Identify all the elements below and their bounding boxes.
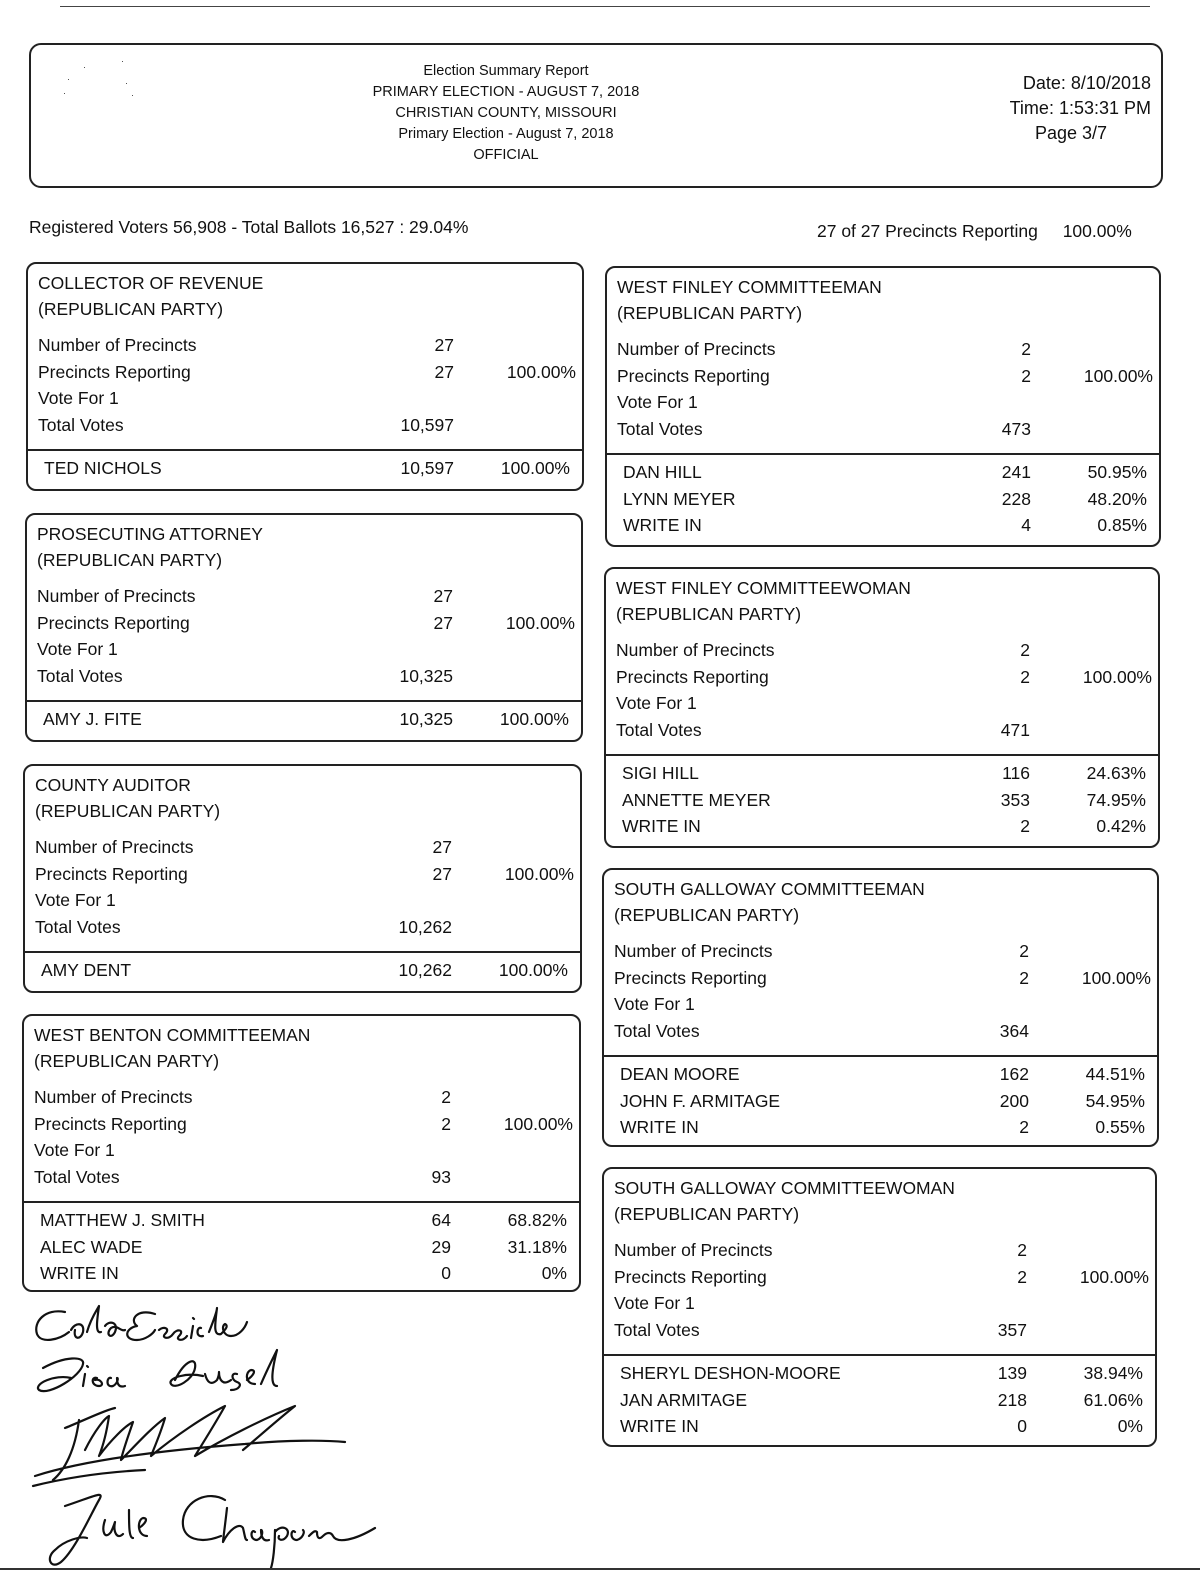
- scan-specks: · · · · · ·: [63, 56, 134, 100]
- meta-row-precincts-reporting: [614, 1264, 1155, 1291]
- meta-value: 10,325: [399, 665, 453, 686]
- contest-title-block: [614, 1175, 955, 1227]
- candidate-name: DAN HILL: [623, 462, 702, 482]
- candidate-row: [40, 1207, 579, 1234]
- meta-value: 473: [1001, 418, 1031, 439]
- candidate-list: [620, 1360, 1155, 1440]
- candidate-votes: 218: [997, 1389, 1027, 1410]
- meta-label: Total Votes: [616, 719, 702, 740]
- meta-label: Total Votes: [38, 414, 124, 435]
- contest-meta: [614, 938, 1157, 1044]
- report-meta: [1010, 71, 1151, 146]
- contest-title-block: [616, 575, 911, 627]
- meta-label: Vote For 1: [37, 639, 118, 659]
- meta-label: Number of Precincts: [38, 335, 197, 355]
- meta-label: Total Votes: [614, 1020, 700, 1041]
- meta-row-precincts-reporting: [614, 965, 1157, 992]
- candidate-percent: 100.00%: [499, 709, 569, 729]
- candidate-row: [622, 760, 1158, 787]
- report-title-block: [331, 61, 681, 166]
- contest-party: (REPUBLICAN PARTY): [616, 604, 802, 624]
- contest-meta: [35, 834, 580, 940]
- meta-row-total-votes: [617, 416, 1159, 443]
- meta-label: Vote For 1: [616, 693, 697, 713]
- results-divider: [28, 449, 582, 451]
- meta-percent: 100.00%: [504, 863, 574, 884]
- contest-meta: [617, 336, 1159, 442]
- candidate-name: SHERYL DESHON-MOORE: [620, 1363, 841, 1383]
- candidate-name: LYNN MEYER: [623, 488, 736, 509]
- candidate-row: [43, 706, 581, 733]
- candidate-percent: 0%: [1117, 1416, 1143, 1436]
- candidate-votes: 10,325: [399, 709, 453, 729]
- candidate-votes: 353: [1000, 789, 1030, 810]
- meta-value: 10,262: [398, 916, 452, 937]
- election-name: PRIMARY ELECTION - AUGUST 7, 2018: [372, 84, 640, 100]
- meta-value: 2: [1020, 666, 1030, 687]
- candidate-name: SIGI HILL: [622, 763, 699, 783]
- contest-south-galloway-committeeman: [602, 868, 1159, 1147]
- meta-label: Precincts Reporting: [617, 365, 770, 386]
- candidate-name: JAN ARMITAGE: [620, 1389, 748, 1410]
- meta-row-vote-for: [614, 1290, 1155, 1317]
- meta-label: Number of Precincts: [34, 1087, 193, 1107]
- candidate-votes: 228: [1001, 488, 1031, 509]
- bottom-rule: [0, 1568, 1200, 1570]
- candidate-row: [620, 1413, 1155, 1440]
- candidate-percent: 24.63%: [1086, 763, 1146, 783]
- meta-value: 357: [997, 1319, 1027, 1340]
- meta-label: Number of Precincts: [616, 640, 775, 660]
- candidate-percent: 50.95%: [1087, 462, 1147, 482]
- meta-label: Precincts Reporting: [37, 612, 190, 633]
- candidate-list: [622, 760, 1158, 840]
- meta-label: Number of Precincts: [614, 1240, 773, 1260]
- candidate-votes: 2: [1019, 1117, 1029, 1137]
- meta-row-precincts-reporting: [35, 861, 580, 888]
- meta-row-total-votes: [34, 1164, 579, 1191]
- meta-row-precincts-reporting: [34, 1111, 579, 1138]
- contest-meta: [616, 637, 1158, 743]
- meta-label: Vote For 1: [617, 392, 698, 412]
- meta-label: Precincts Reporting: [614, 967, 767, 988]
- candidate-row: [620, 1114, 1157, 1141]
- contest-south-galloway-committeewoman: [602, 1167, 1157, 1447]
- meta-value: 10,597: [400, 414, 454, 435]
- candidate-name: DEAN MOORE: [620, 1064, 740, 1084]
- results-divider: [606, 754, 1158, 756]
- contest-title: PROSECUTING ATTORNEY: [37, 524, 263, 544]
- results-divider: [24, 1201, 579, 1203]
- results-divider: [25, 951, 580, 953]
- candidate-name: MATTHEW J. SMITH: [40, 1210, 205, 1230]
- meta-label: Vote For 1: [614, 1293, 695, 1313]
- candidate-name: ALEC WADE: [40, 1236, 143, 1257]
- results-divider: [604, 1055, 1157, 1057]
- candidate-row: [40, 1234, 579, 1261]
- meta-percent: 100.00%: [1079, 1266, 1149, 1287]
- meta-row-vote-for: [37, 636, 581, 663]
- results-divider: [604, 1354, 1155, 1356]
- meta-row-total-votes: [614, 1018, 1157, 1045]
- candidate-row: [622, 813, 1158, 840]
- meta-label: Total Votes: [34, 1166, 120, 1187]
- candidate-name: ANNETTE MEYER: [622, 789, 771, 810]
- contest-title-block: [614, 876, 925, 928]
- meta-value: 364: [999, 1020, 1029, 1041]
- election-subtitle: Primary Election - August 7, 2018: [398, 126, 614, 142]
- meta-value: 93: [431, 1166, 451, 1187]
- meta-label: Total Votes: [617, 418, 703, 439]
- candidate-votes: 0: [441, 1263, 451, 1283]
- candidate-percent: 100.00%: [498, 960, 568, 980]
- meta-label: Vote For 1: [38, 388, 119, 408]
- precincts-reporting-text: 27 of 27 Precincts Reporting: [817, 221, 1038, 241]
- contest-meta: [38, 332, 582, 438]
- candidate-votes: 2: [1020, 816, 1030, 836]
- candidate-row: [623, 512, 1159, 539]
- candidate-row: [41, 957, 580, 984]
- candidate-percent: 0.42%: [1096, 816, 1146, 836]
- meta-row-total-votes: [37, 663, 581, 690]
- results-divider: [27, 700, 581, 702]
- meta-label: Total Votes: [37, 665, 123, 686]
- candidate-percent: 68.82%: [507, 1210, 567, 1230]
- contest-title: WEST BENTON COMMITTEEMAN: [34, 1025, 311, 1045]
- page-number: Page 3/7: [1034, 123, 1107, 143]
- top-rule: [60, 6, 1150, 7]
- meta-label: Total Votes: [614, 1319, 700, 1340]
- contest-meta: [614, 1237, 1155, 1343]
- meta-percent: 100.00%: [505, 612, 575, 633]
- contest-party: (REPUBLICAN PARTY): [617, 303, 803, 323]
- meta-percent: 100.00%: [1082, 666, 1152, 687]
- meta-value: 2: [1021, 365, 1031, 386]
- meta-row-number-of-precincts: [614, 1237, 1155, 1264]
- contest-party: (REPUBLICAN PARTY): [35, 801, 221, 821]
- meta-label: Precincts Reporting: [614, 1266, 767, 1287]
- meta-row-vote-for: [616, 690, 1158, 717]
- candidate-row: [620, 1088, 1157, 1115]
- candidate-row: [40, 1260, 579, 1287]
- candidate-percent: 44.51%: [1085, 1064, 1145, 1084]
- candidate-percent: 74.95%: [1086, 789, 1146, 810]
- candidate-percent: 0%: [541, 1263, 567, 1283]
- meta-label: Number of Precincts: [37, 586, 196, 606]
- meta-label: Vote For 1: [34, 1140, 115, 1160]
- precincts-reporting-pct: 100.00%: [1062, 221, 1132, 241]
- meta-row-number-of-precincts: [34, 1084, 579, 1111]
- candidate-row: [44, 455, 582, 482]
- meta-row-total-votes: [35, 914, 580, 941]
- contest-meta: [34, 1084, 579, 1190]
- candidate-name: WRITE IN: [623, 515, 702, 535]
- meta-row-total-votes: [614, 1317, 1155, 1344]
- candidate-votes: 64: [431, 1210, 451, 1230]
- county-name: CHRISTIAN COUNTY, MISSOURI: [395, 105, 617, 121]
- meta-value: 2: [441, 1087, 451, 1107]
- meta-value: 27: [432, 863, 452, 884]
- candidate-name: TED NICHOLS: [44, 458, 162, 478]
- meta-label: Vote For 1: [35, 890, 116, 910]
- meta-row-number-of-precincts: [35, 834, 580, 861]
- meta-value: 2: [1017, 1240, 1027, 1260]
- meta-percent: 100.00%: [506, 361, 576, 382]
- candidate-votes: 4: [1021, 515, 1031, 535]
- contest-title-block: [34, 1022, 310, 1074]
- meta-value: 2: [1021, 339, 1031, 359]
- contest-party: (REPUBLICAN PARTY): [37, 550, 223, 570]
- candidate-votes: 116: [1002, 763, 1030, 783]
- meta-value: 27: [432, 837, 452, 857]
- meta-value: 2: [1019, 941, 1029, 961]
- results-divider: [607, 453, 1159, 455]
- candidate-list: [620, 1061, 1157, 1141]
- contest-west-finley-committeeman: [605, 266, 1161, 547]
- candidate-percent: 100.00%: [500, 458, 570, 478]
- meta-value: 27: [434, 335, 454, 355]
- contest-west-benton-committeeman: [22, 1014, 581, 1292]
- meta-row-vote-for: [614, 991, 1157, 1018]
- meta-label: Precincts Reporting: [34, 1113, 187, 1134]
- candidate-row: [620, 1061, 1157, 1088]
- meta-label: Vote For 1: [614, 994, 695, 1014]
- candidate-name: WRITE IN: [620, 1117, 699, 1137]
- candidate-percent: 48.20%: [1087, 488, 1147, 509]
- meta-label: Precincts Reporting: [38, 361, 191, 382]
- official-status: OFFICIAL: [473, 147, 539, 163]
- candidate-list: [623, 459, 1159, 539]
- candidate-votes: 200: [999, 1090, 1029, 1111]
- contest-title: SOUTH GALLOWAY COMMITTEEWOMAN: [614, 1178, 955, 1198]
- candidate-percent: 0.85%: [1097, 515, 1147, 535]
- contest-collector-of-revenue: [26, 262, 584, 491]
- candidate-row: [623, 459, 1159, 486]
- candidate-votes: 139: [997, 1363, 1027, 1383]
- meta-row-vote-for: [35, 887, 580, 914]
- report-time: Time: 1:53:31 PM: [1009, 98, 1151, 118]
- candidate-votes: 162: [999, 1064, 1029, 1084]
- meta-label: Precincts Reporting: [616, 666, 769, 687]
- candidate-percent: 0.55%: [1095, 1117, 1145, 1137]
- meta-label: Number of Precincts: [617, 339, 776, 359]
- contest-west-finley-committeewoman: [604, 567, 1160, 848]
- report-header: [29, 43, 1163, 188]
- contest-party: (REPUBLICAN PARTY): [614, 1204, 800, 1224]
- meta-label: Number of Precincts: [35, 837, 194, 857]
- meta-row-precincts-reporting: [616, 664, 1158, 691]
- meta-row-number-of-precincts: [617, 336, 1159, 363]
- contest-title-block: [37, 521, 263, 573]
- meta-value: 2: [1017, 1266, 1027, 1287]
- candidate-list: [43, 706, 581, 733]
- report-date: Date: 8/10/2018: [1022, 73, 1151, 93]
- meta-value: 2: [441, 1113, 451, 1134]
- contest-party: (REPUBLICAN PARTY): [38, 299, 224, 319]
- candidate-votes: 0: [1017, 1416, 1027, 1436]
- contest-prosecuting-attorney: [25, 513, 583, 742]
- meta-value: 27: [433, 586, 453, 606]
- contest-title-block: [38, 270, 263, 322]
- contest-county-auditor: [23, 764, 582, 993]
- candidate-votes: 10,262: [398, 960, 452, 980]
- candidate-row: [622, 787, 1158, 814]
- candidate-name: JOHN F. ARMITAGE: [620, 1090, 781, 1111]
- meta-row-vote-for: [34, 1137, 579, 1164]
- contest-title: WEST FINLEY COMMITTEEWOMAN: [616, 578, 911, 598]
- candidate-name: AMY DENT: [41, 960, 132, 980]
- meta-row-precincts-reporting: [617, 363, 1159, 390]
- contest-title: WEST FINLEY COMMITTEEMAN: [617, 277, 882, 297]
- meta-row-number-of-precincts: [37, 583, 581, 610]
- meta-percent: 100.00%: [1081, 967, 1151, 988]
- meta-label: Precincts Reporting: [35, 863, 188, 884]
- contest-title: COLLECTOR OF REVENUE: [38, 273, 264, 293]
- candidate-name: WRITE IN: [622, 816, 701, 836]
- contest-title-block: [617, 274, 882, 326]
- meta-value: 27: [434, 361, 454, 382]
- contest-meta: [37, 583, 581, 689]
- registered-voters-summary: Registered Voters 56,908 - Total Ballots 16,527 : 29.04%: [29, 217, 469, 237]
- meta-row-vote-for: [617, 389, 1159, 416]
- contest-title-block: [35, 772, 220, 824]
- candidate-votes: 10,597: [400, 458, 454, 478]
- candidate-row: [620, 1360, 1155, 1387]
- candidate-percent: 31.18%: [507, 1236, 567, 1257]
- meta-row-total-votes: [38, 412, 582, 439]
- candidate-list: [41, 957, 580, 984]
- meta-value: 2: [1019, 967, 1029, 988]
- candidate-percent: 54.95%: [1085, 1090, 1145, 1111]
- meta-label: Total Votes: [35, 916, 121, 937]
- meta-row-total-votes: [616, 717, 1158, 744]
- meta-row-vote-for: [38, 385, 582, 412]
- meta-value: 471: [1000, 719, 1030, 740]
- meta-value: 2: [1020, 640, 1030, 660]
- candidate-votes: 241: [1001, 462, 1031, 482]
- candidate-percent: 38.94%: [1083, 1363, 1143, 1383]
- candidate-row: [620, 1387, 1155, 1414]
- meta-percent: 100.00%: [1083, 365, 1153, 386]
- precincts-reporting-summary: [817, 221, 1132, 242]
- candidate-name: WRITE IN: [40, 1263, 119, 1283]
- meta-row-precincts-reporting: [37, 610, 581, 637]
- official-signatures: [25, 1300, 405, 1570]
- meta-label: Number of Precincts: [614, 941, 773, 961]
- contest-party: (REPUBLICAN PARTY): [614, 905, 800, 925]
- candidate-name: AMY J. FITE: [43, 709, 142, 729]
- contest-party: (REPUBLICAN PARTY): [34, 1051, 220, 1071]
- meta-percent: 100.00%: [503, 1113, 573, 1134]
- candidate-list: [40, 1207, 579, 1287]
- contest-title: SOUTH GALLOWAY COMMITTEEMAN: [614, 879, 925, 899]
- candidate-list: [44, 455, 582, 482]
- report-title: Election Summary Report: [423, 63, 589, 79]
- meta-value: 27: [433, 612, 453, 633]
- meta-row-precincts-reporting: [38, 359, 582, 386]
- candidate-votes: 29: [431, 1236, 451, 1257]
- contest-title: COUNTY AUDITOR: [35, 775, 191, 795]
- candidate-name: WRITE IN: [620, 1416, 699, 1436]
- meta-row-number-of-precincts: [614, 938, 1157, 965]
- meta-row-number-of-precincts: [616, 637, 1158, 664]
- candidate-row: [623, 486, 1159, 513]
- candidate-percent: 61.06%: [1083, 1389, 1143, 1410]
- meta-row-number-of-precincts: [38, 332, 582, 359]
